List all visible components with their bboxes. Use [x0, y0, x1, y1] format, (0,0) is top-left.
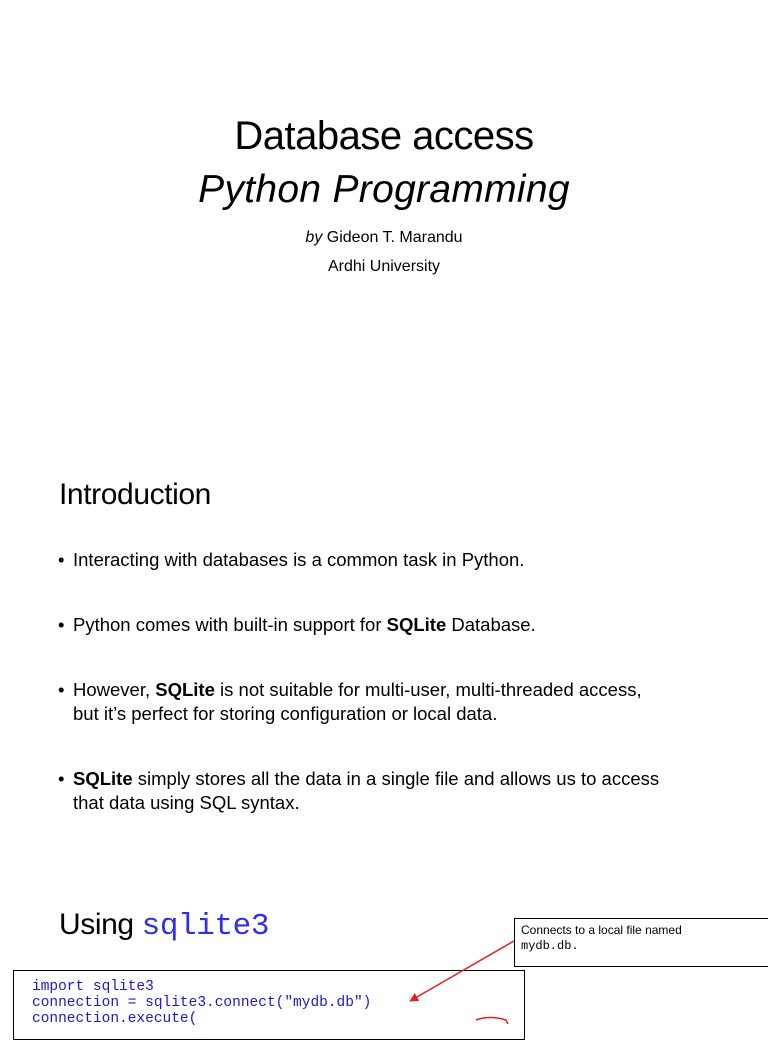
bullet-text: that data using SQL syntax.	[73, 792, 300, 813]
bullet-item	[58, 613, 738, 637]
bullet-item	[58, 678, 738, 726]
bullet-list	[58, 548, 738, 856]
slide-subtitle: Python Programming	[198, 168, 570, 211]
bold-term: SQLite	[386, 614, 447, 635]
author-name: Gideon T. Marandu	[326, 229, 463, 246]
using-heading	[59, 908, 269, 944]
by-word: by	[305, 229, 323, 246]
heading-text: Using	[59, 908, 142, 941]
bullet-item	[58, 548, 738, 572]
bold-term: SQLite	[155, 679, 215, 700]
bullet-text: Interacting with databases is a common task in Python.	[73, 549, 525, 570]
callout-text: Connects to a local file named	[521, 923, 682, 937]
author-line	[0, 229, 768, 247]
heading-code: sqlite3	[141, 909, 270, 944]
code-line: connection = sqlite3.connect("mydb.db")	[32, 995, 372, 1011]
code-block	[13, 970, 525, 1040]
callout-code: mydb.db.	[521, 939, 579, 953]
bullet-text: is not suitable for multi-user, multi-threaded access,	[214, 679, 642, 700]
bullet-text: but it’s perfect for storing configuration or local data.	[73, 703, 498, 724]
university-name: Ardhi University	[327, 258, 441, 275]
bold-term: SQLite	[73, 768, 133, 789]
bullet-item	[58, 767, 738, 815]
bullet-text: Python comes with built-in support for	[73, 614, 387, 635]
introduction-heading: Introduction	[59, 478, 211, 511]
callout-box	[514, 918, 768, 967]
title-slide	[0, 0, 768, 430]
bullet-text: However,	[73, 679, 156, 700]
code-line: connection.execute(	[32, 1011, 198, 1027]
slide-title: Database access	[234, 114, 534, 158]
code-line: import sqlite3	[32, 979, 154, 995]
bullet-text: Database.	[446, 614, 536, 635]
bullet-text: simply stores all the data in a single file and allows us to access	[132, 768, 660, 789]
